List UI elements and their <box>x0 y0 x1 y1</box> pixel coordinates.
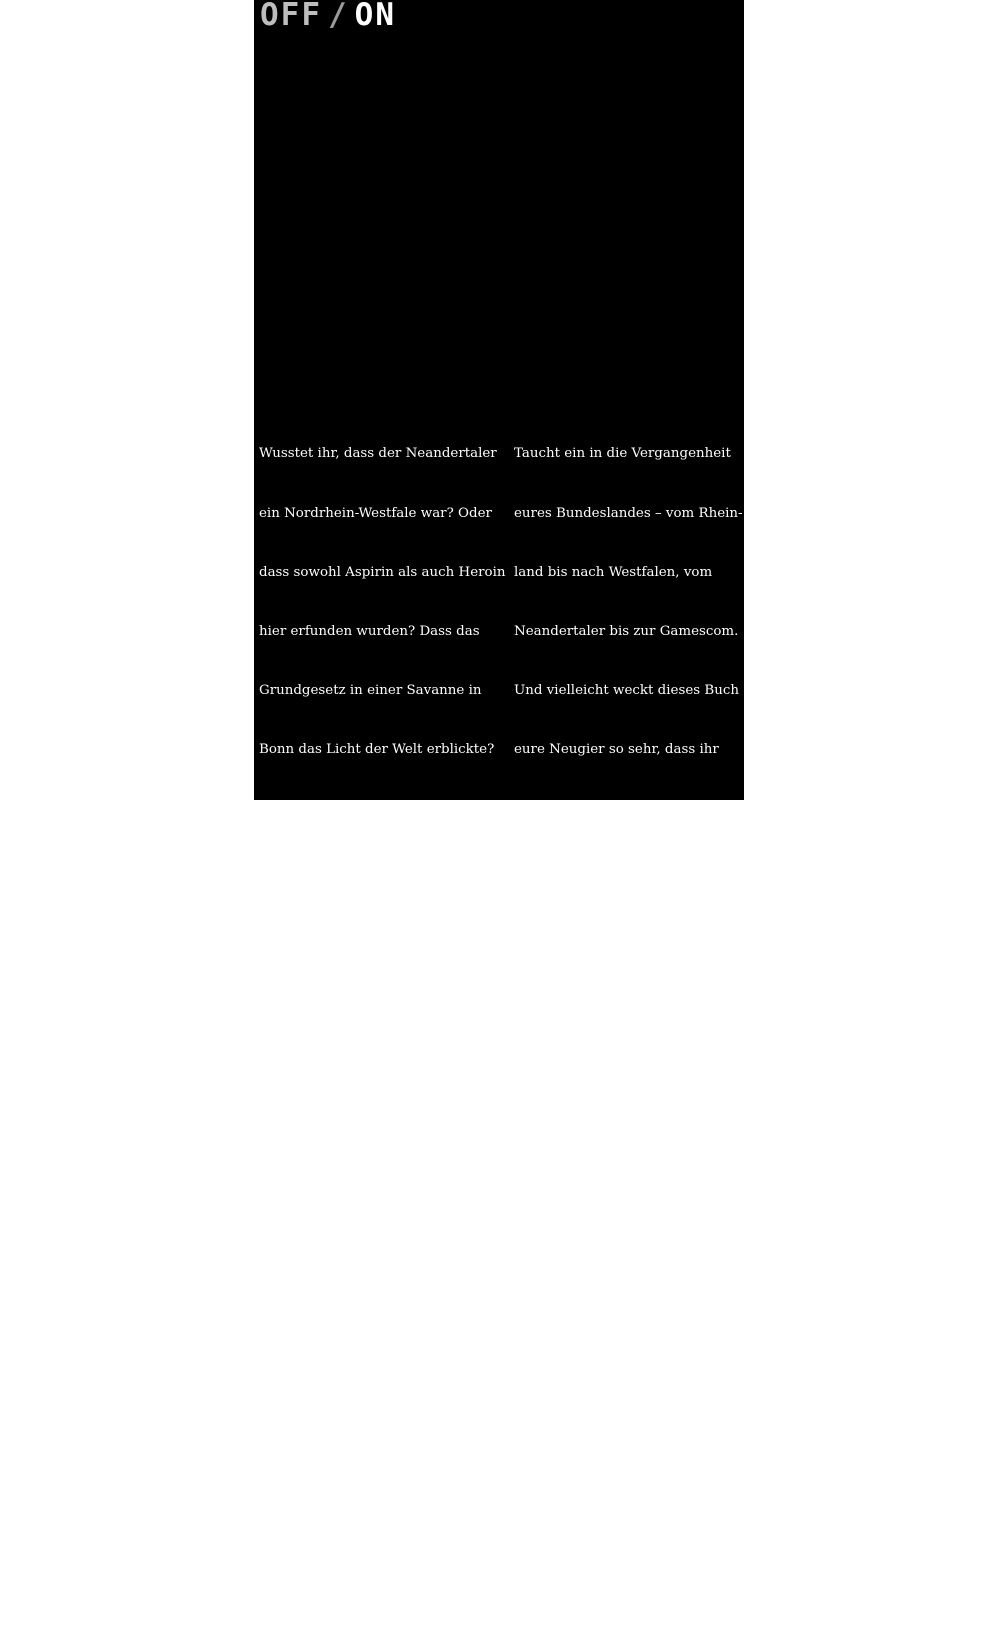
text-line: Taucht ein in die Vergangenheit <box>514 446 731 462</box>
book-logo <box>260 0 396 32</box>
text-line: voller überraschender Stories – von <box>259 1037 502 1053</box>
text-line: ren, und kurzen, szenischen Texten, <box>259 1451 504 1467</box>
text-line: euch in vergangene Welten entfüh- <box>259 1392 498 1408</box>
text-line: die euch die Geschichten dahinter <box>259 1510 493 1526</box>
text-line: Geschehens mit eigenen Augen zu <box>514 978 748 994</box>
text-line: hier erfunden wurden? Dass das <box>259 623 480 639</box>
text-line: Wald in der Eifel als „Bloody Forest“ <box>259 860 508 876</box>
text-line: Karneval bis hin zu Gummibärchen <box>259 1155 499 1171</box>
text-line: ein Nordrhein-Westfale war? Oder <box>259 505 492 521</box>
text-line: sehen. <box>514 1037 559 1053</box>
text-line: mit Bildern im Retro-Pixel-Style, die <box>259 1333 505 1349</box>
text-line: und Limonade. In diesem Buch <box>259 1214 470 1230</box>
logo-off-text: OFF <box>260 0 322 33</box>
text-line: Grundgesetz in einer Savanne in <box>259 682 482 698</box>
text-line: Oder dass die US-Amerikaner einen <box>259 801 504 817</box>
text-line: Wusstet ihr, dass der Neandertaler <box>259 446 497 462</box>
text-line: eure Neugier so sehr, dass ihr <box>514 741 719 757</box>
text-line: Und vielleicht weckt dieses Buch <box>514 682 739 698</box>
text-line: Monstern und Drachen, Hexen und <box>259 1096 500 1112</box>
text-line: eures Bundeslandes – vom Rhein- <box>514 505 743 521</box>
text-line: dass sowohl Aspirin als auch Heroin <box>259 564 506 580</box>
text-line: den Weg macht, um die Orte des <box>514 919 737 935</box>
text-line: erzählen. <box>259 1569 323 1585</box>
text-line: Neandertaler bis zur Gamescom. <box>514 623 739 639</box>
text-line: die Fortsetzung der Geschichten <box>514 801 736 817</box>
text-line: selbst recherchiert – oder euch auf <box>514 860 752 876</box>
text-column-right <box>514 405 752 1095</box>
text-line: bezeichnen? <box>259 919 344 935</box>
text-line: Die Geschichte eurer Heimat steckt <box>259 978 503 994</box>
text-column-left <box>259 405 508 1627</box>
text-line: haben wir sie für euch versammelt: <box>259 1273 501 1289</box>
book-page <box>254 0 752 1585</box>
logo-slash: / <box>328 0 349 33</box>
logo-on-text: ON <box>354 0 396 33</box>
text-line: land bis nach Westfalen, vom <box>514 564 713 580</box>
text-line: Bonn das Licht der Welt erblickte? <box>259 741 495 757</box>
